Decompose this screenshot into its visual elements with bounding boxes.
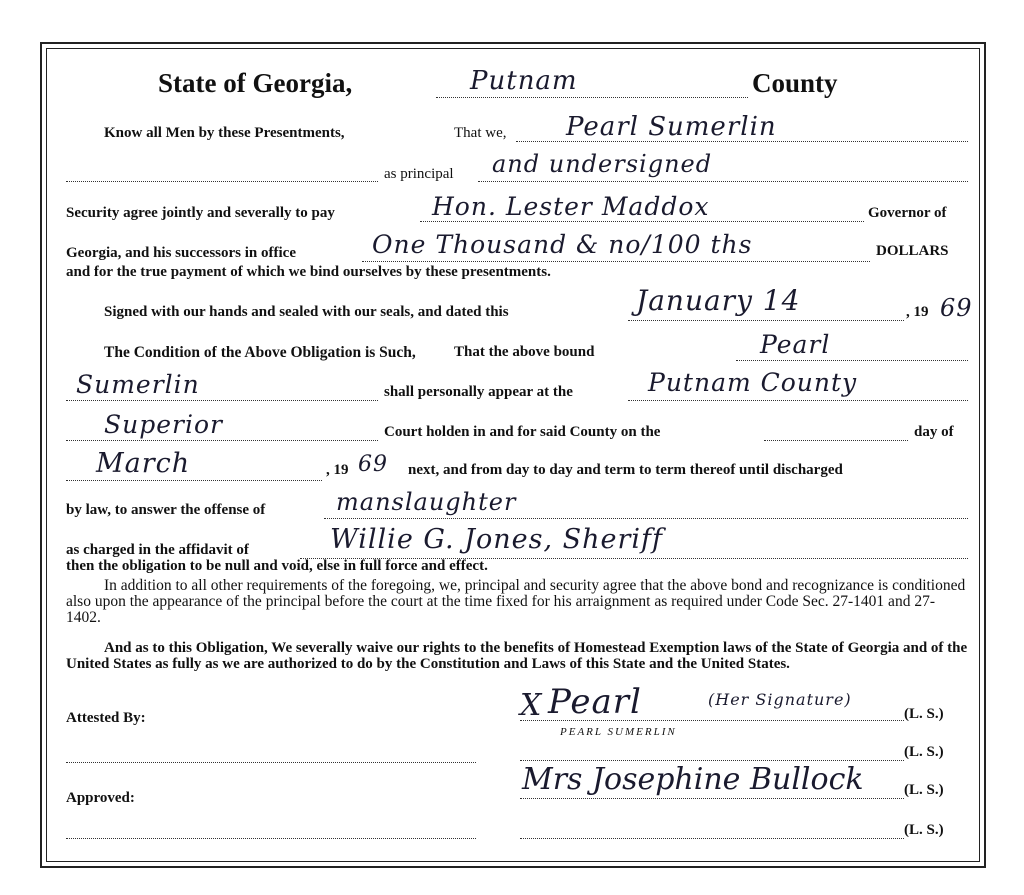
year2-prefix: , 19 bbox=[326, 462, 349, 478]
amount-line bbox=[362, 261, 870, 262]
bound-name-1: Pearl bbox=[760, 330, 831, 359]
day-line bbox=[764, 440, 908, 441]
true-payment: and for the true payment of which we bind ourselves by these presentments. bbox=[66, 264, 551, 280]
affiant-name: Willie G. Jones, Sheriff bbox=[330, 524, 664, 555]
bound-line-2 bbox=[66, 400, 378, 401]
obligation-text: We severally waive our rights to the benefits of Homestead Exemption laws of the State of Georgia and of the United States as fully as we are authorized to do by the Constitution and Laws of this State and the United States. bbox=[66, 640, 968, 672]
ls-4: (L. S.) bbox=[904, 822, 944, 838]
sig1-mark: X bbox=[520, 688, 543, 723]
principal-name: Pearl Sumerlin bbox=[566, 112, 777, 142]
amount-written: One Thousand & no/100 ths bbox=[372, 230, 753, 259]
year-prefix: , 19 bbox=[906, 304, 929, 320]
condition-heading: The Condition of the Above Obligation is Such, bbox=[104, 344, 416, 361]
ls-1: (L. S.) bbox=[904, 706, 944, 722]
sig-line-3 bbox=[520, 798, 904, 799]
obligation-paragraph bbox=[66, 640, 968, 672]
that-we: That we, bbox=[454, 125, 507, 141]
approved-label: Approved: bbox=[66, 790, 135, 806]
security-agree: Security agree jointly and severally to pay bbox=[66, 205, 335, 221]
signed-hands: Signed with our hands and sealed with our seals, and dated this bbox=[104, 304, 509, 320]
undersigned-line bbox=[478, 181, 968, 182]
as-principal: as principal bbox=[384, 166, 454, 182]
court-holden: Court holden in and for said County on the bbox=[384, 424, 661, 440]
year2-written: 69 bbox=[358, 452, 388, 477]
georgia-successors: Georgia, and his successors in office bbox=[66, 245, 296, 261]
court-line bbox=[628, 400, 968, 401]
sig-line-2 bbox=[520, 760, 904, 761]
approved-line bbox=[66, 838, 476, 839]
day-of: day of bbox=[914, 424, 954, 440]
payee-line bbox=[420, 221, 864, 222]
governor-of: Governor of bbox=[868, 205, 947, 221]
know-all-men: Know all Men by these Presentments, bbox=[104, 125, 345, 141]
state-title: State of Georgia, bbox=[158, 68, 353, 98]
shall-appear: shall personally appear at the bbox=[384, 384, 573, 400]
sig-line-4 bbox=[520, 838, 904, 839]
county-name: Putnam bbox=[470, 66, 578, 96]
attested-line bbox=[66, 762, 476, 763]
dollars-label: DOLLARS bbox=[876, 243, 949, 259]
year-written: 69 bbox=[940, 294, 973, 322]
by-law: by law, to answer the offense of bbox=[66, 502, 266, 518]
ls-2: (L. S.) bbox=[904, 744, 944, 760]
condition-rest: That the above bound bbox=[454, 344, 595, 360]
date-line bbox=[628, 320, 904, 321]
payee-name: Hon. Lester Maddox bbox=[432, 192, 710, 221]
then-null: then the obligation to be null and void, else in full force and effect. bbox=[66, 558, 488, 574]
attested-by: Attested By: bbox=[66, 710, 146, 726]
next-day: next, and from day to day and term to term thereof until discharged bbox=[408, 462, 843, 478]
offense-line bbox=[324, 518, 968, 519]
bound-name-2: Sumerlin bbox=[76, 370, 200, 399]
court-place-2: Superior bbox=[104, 410, 223, 439]
sig1-print: PEARL SUMERLIN bbox=[560, 726, 677, 738]
ls-3: (L. S.) bbox=[904, 782, 944, 798]
offense-written: manslaughter bbox=[336, 488, 517, 516]
sig3-name: Mrs Josephine Bullock bbox=[522, 762, 864, 797]
court-place-1: Putnam County bbox=[648, 368, 858, 397]
obligation-heading: And as to this Obligation, bbox=[104, 640, 268, 656]
county-line bbox=[436, 97, 748, 98]
as-charged: as charged in the affidavit of bbox=[66, 542, 249, 558]
bound-line bbox=[736, 360, 968, 361]
county-label: County bbox=[752, 68, 838, 98]
sig1-note: (Her Signature) bbox=[708, 690, 852, 709]
date-written: January 14 bbox=[636, 284, 801, 317]
and-undersigned: and undersigned bbox=[492, 150, 713, 178]
superior-line bbox=[66, 440, 378, 441]
month-line bbox=[66, 480, 322, 481]
addition-paragraph: In addition to all other requirements of the foregoing, we, principal and security agree that the above bond and recognizance is conditioned also upon the appearance of the principal before the court at the time fixed for his arraignment as required under Code Sec. 27-1401 and 27-1402. bbox=[66, 577, 966, 626]
blank-line-1 bbox=[66, 181, 378, 182]
month-written: March bbox=[96, 448, 191, 479]
sig1-name: Pearl bbox=[548, 682, 642, 722]
